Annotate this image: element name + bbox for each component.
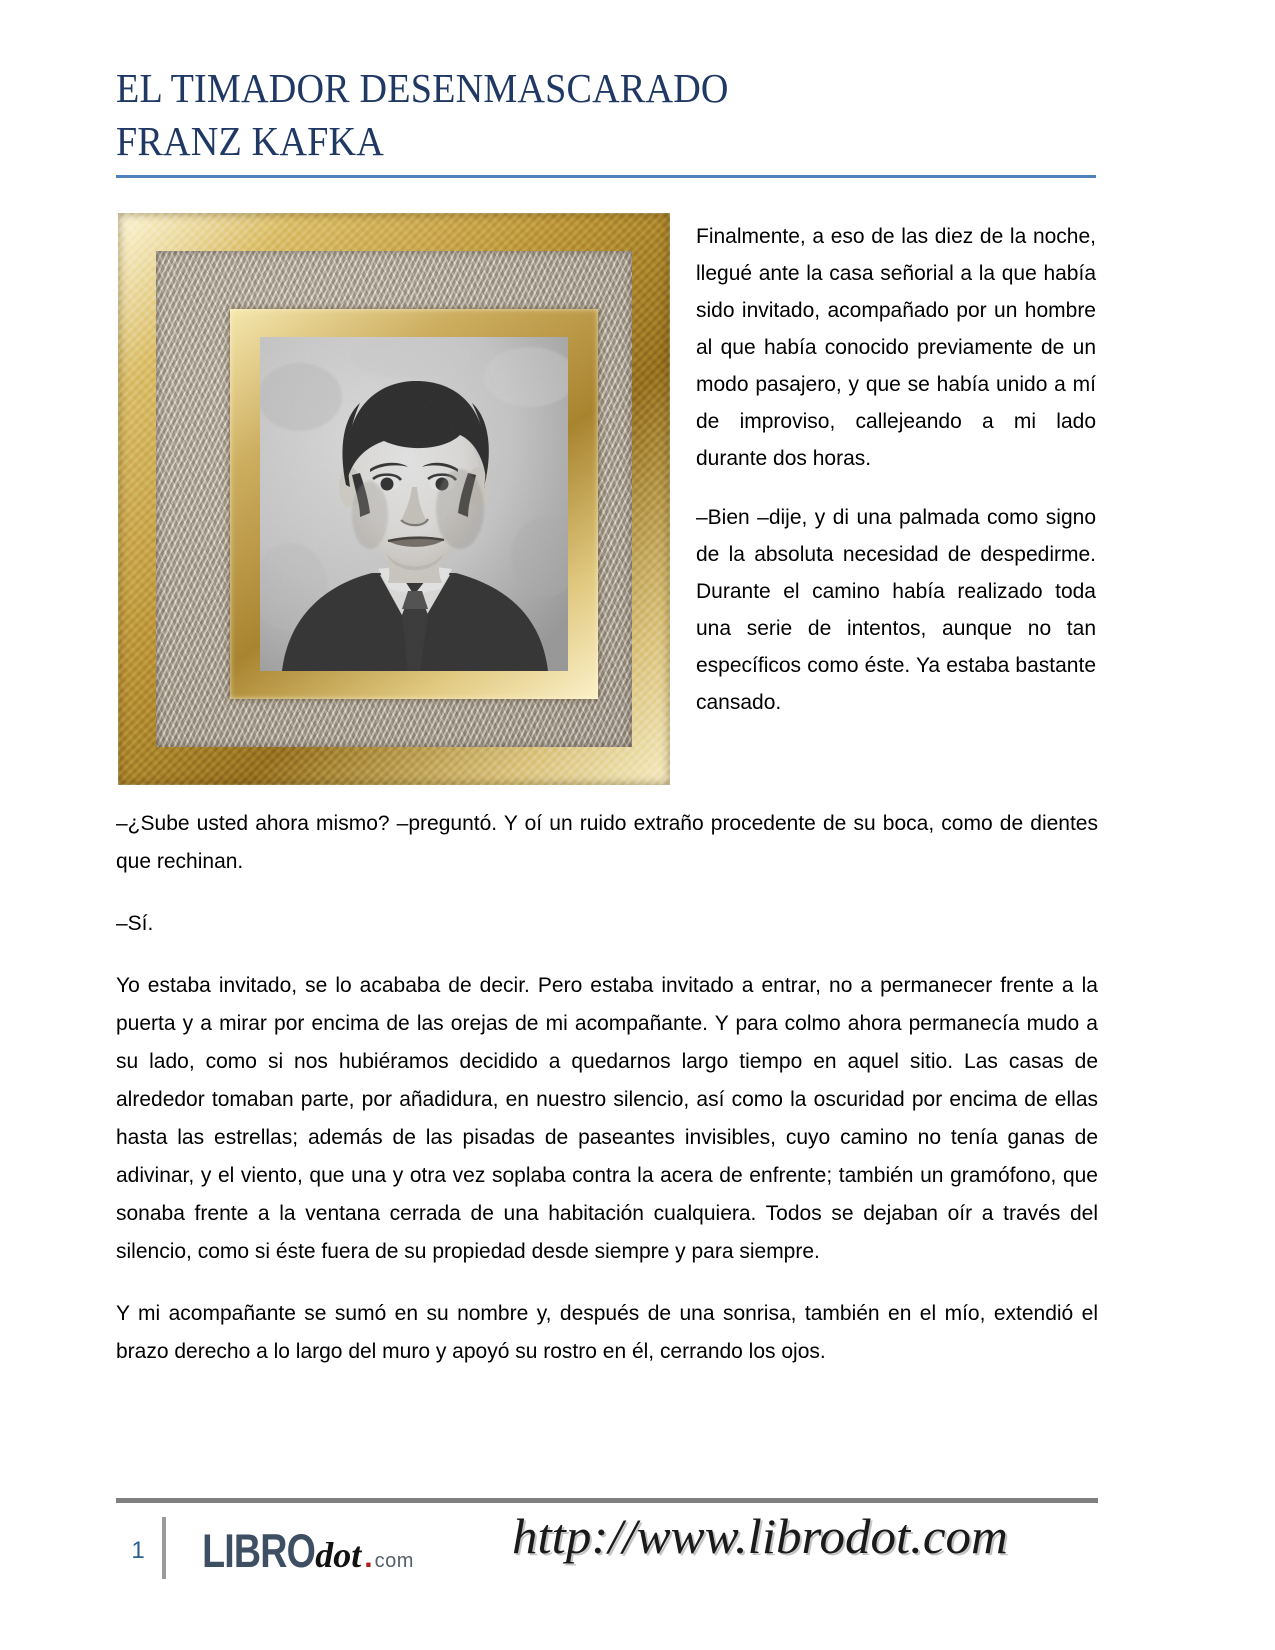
title-line-2: FRANZ KAFKA (116, 118, 384, 164)
librodot-logo[interactable] (188, 1519, 414, 1578)
page-footer (116, 1498, 1098, 1593)
kafka-portrait-photo (260, 337, 568, 671)
footer-url[interactable]: http://www.librodot.com (512, 1508, 1008, 1564)
title-line-1: EL TIMADOR DESENMASCARADO (116, 65, 729, 111)
portrait-figure (118, 213, 670, 785)
body-text (116, 805, 1098, 1395)
footer-row (116, 1503, 1098, 1593)
title-horizontal-rule (116, 175, 1096, 178)
paragraph: Y mi acompañante se sumó en su nombre y, después de una sonrisa, también en el mío, extendió el brazo derecho a lo largo del muro y apoyó su rostro en él, cerrando los ojos. (116, 1302, 1098, 1363)
paragraph: Yo estaba invitado, se lo acababa de decir. Pero estaba invitado a entrar, no a permanecer frente a la puerta y a mirar por encima de las orejas de mi acompañante. Y para colmo ahora permanecía mudo a su lado, como si nos hubiéramos decidido a quedarnos largo tiempo en aquel sitio. Las casas de alrededor tomaban parte, por añadidura, en nuestro silencio, así como la oscuridad por encima de ellas hasta las estrellas; además de las pisadas de paseantes invisibles, cuyo camino no tenía ganas de adivinar, y el viento, que una y otra vez soplaba contra la acera de enfrente; también un gramófono, que sonaba frente a la ventana cerrada de una habitación cualquiera. Todos se dejaban oír a través del silencio, como si éste fuera de su propiedad desde siempre y para siempre. (116, 974, 1098, 1263)
logo-libro-text: LIBRO (202, 1523, 316, 1577)
kafka-portrait-svg (260, 337, 568, 671)
page-number: 1 (131, 1537, 145, 1564)
logo-red-dot-icon: . (364, 1540, 373, 1574)
page-title (116, 62, 1096, 178)
logo-dot-text: dot (315, 1534, 362, 1575)
paragraph: –Bien –dije, y di una palmada como signo de la absoluta necesidad de despedirme. Durante el camino había realizado toda una serie de intentos, aunque no tan específicos como éste. Ya estaba bastante cansado. (696, 506, 1096, 714)
paragraph: –Sí. (116, 912, 154, 935)
paragraph: –¿Sube usted ahora mismo? –preguntó. Y oí un ruido extraño procedente de su boca, como de dientes que rechinan. (116, 812, 1098, 873)
footer-divider (162, 1517, 166, 1579)
logo-com-text: com (374, 1549, 414, 1572)
paragraph: Finalmente, a eso de las diez de la noche, llegué ante la casa señorial a la que había sido invitado, acompañado por un hombre al que había conocido previamente de un modo pasajero, y que se había unido a mí de improviso, callejeando a mi lado durante dos horas. (696, 225, 1096, 470)
frame-inner-gold-bevel (230, 309, 598, 699)
wrapped-text-column (696, 218, 1096, 721)
